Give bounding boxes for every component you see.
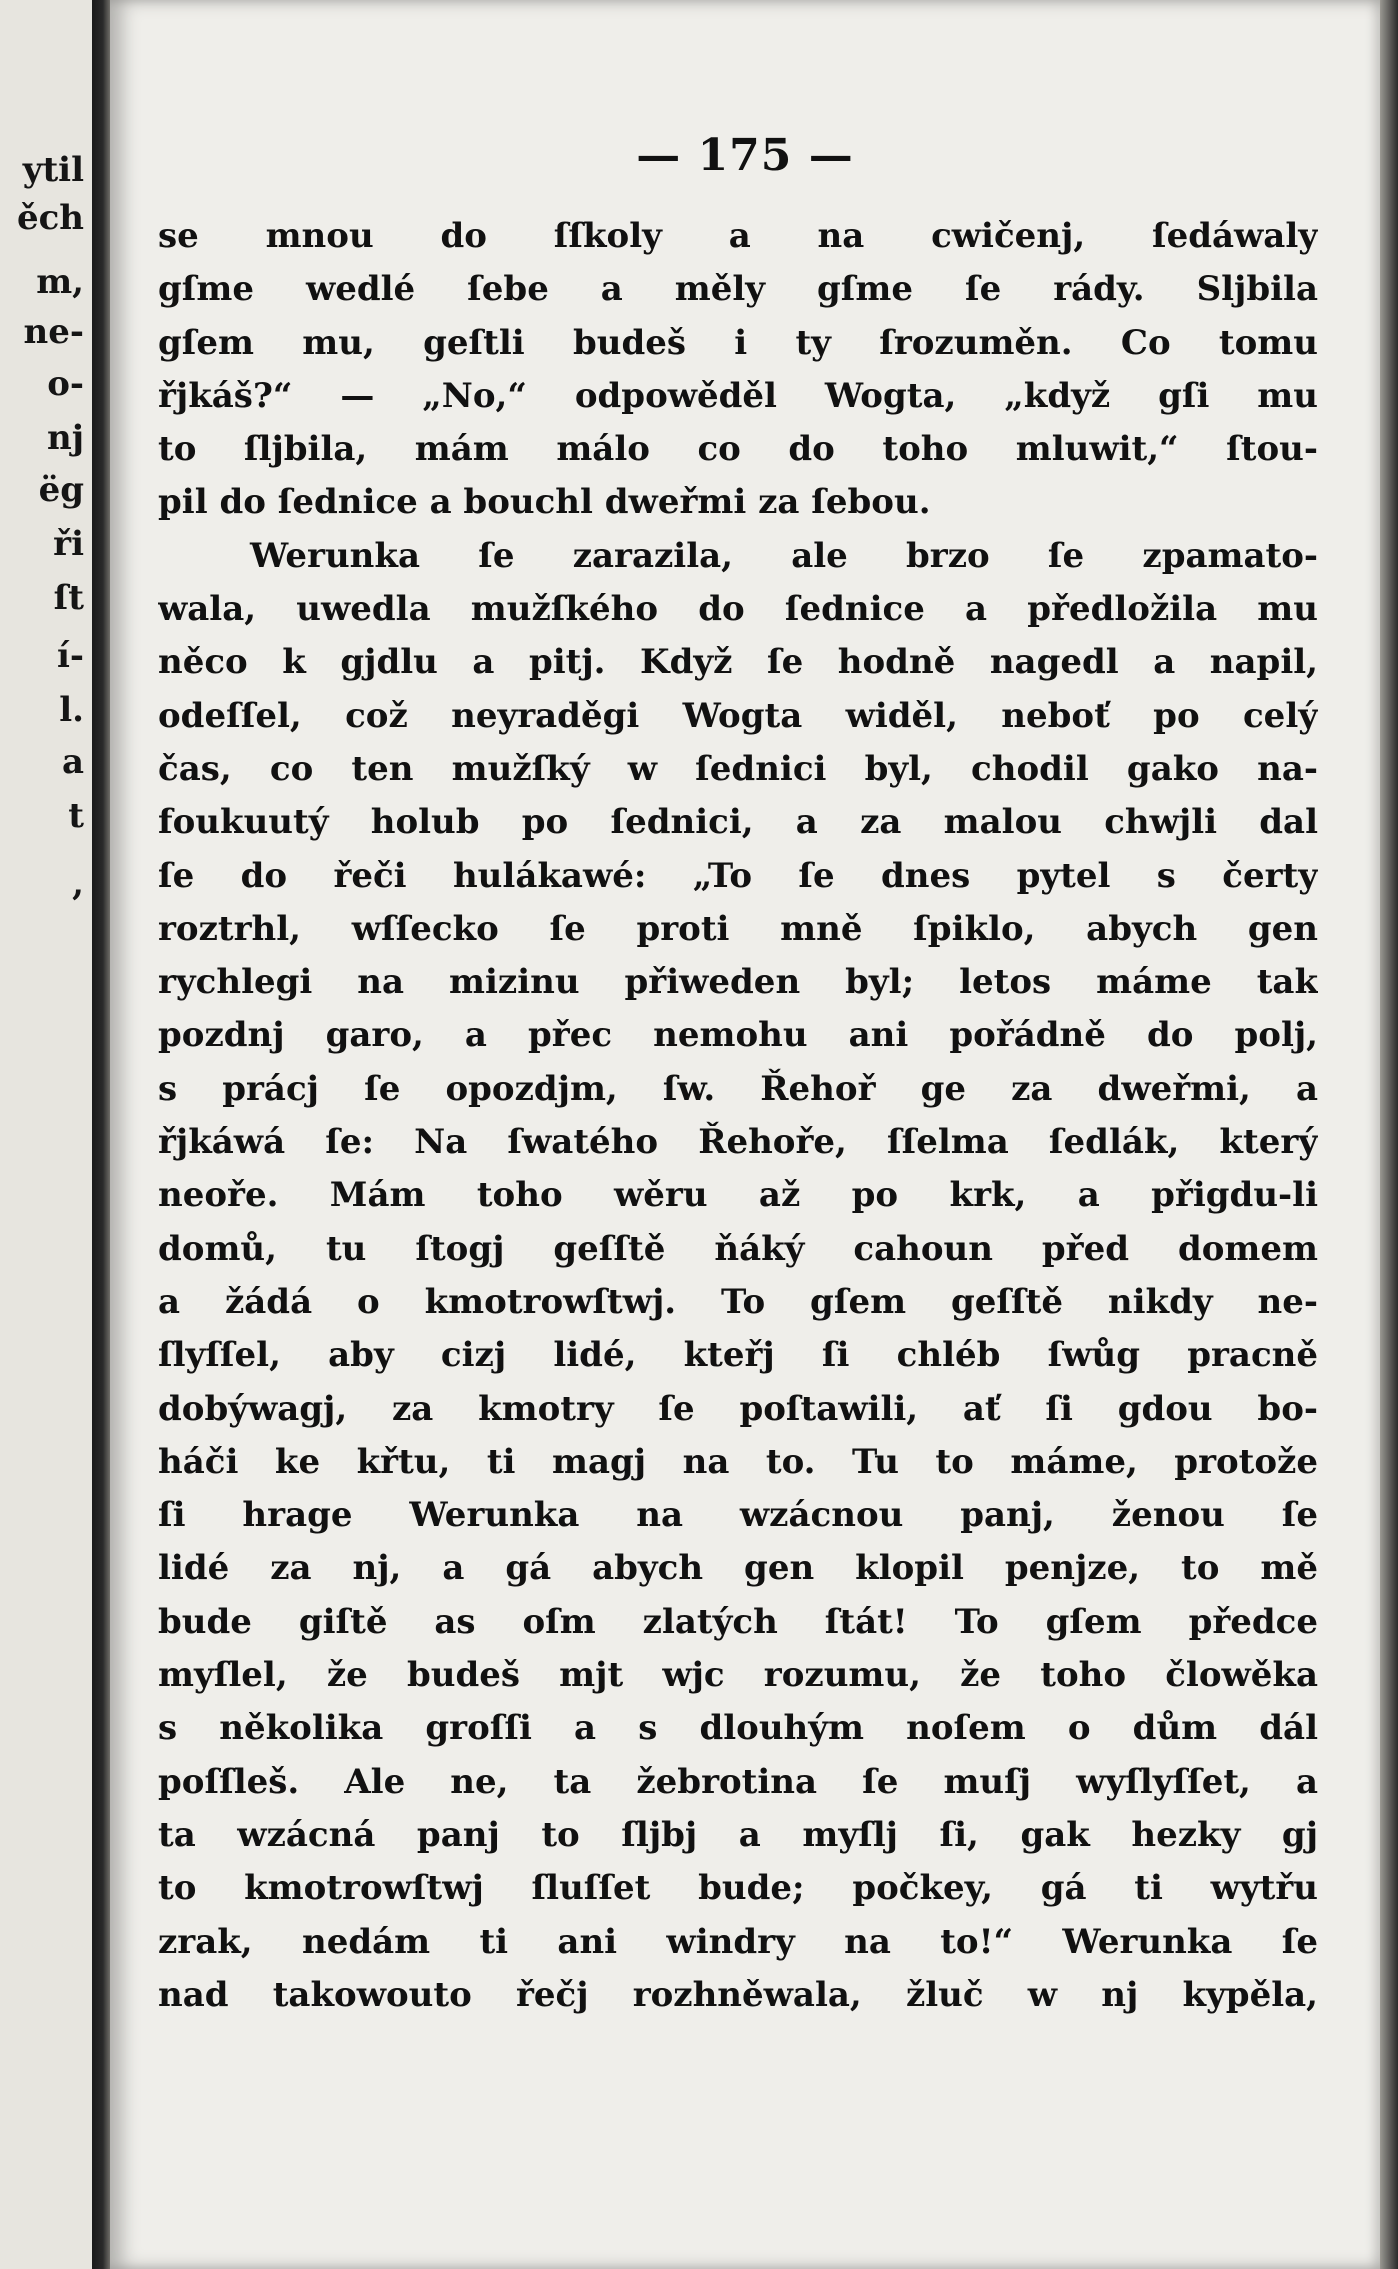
previous-page-fragment: , (72, 864, 84, 904)
text-line: Werunka ſe zarazila, ale brzo ſe zpamato- (250, 535, 1318, 576)
text-line: pil do ſednice a bouchl dweřmi za ſebou. (158, 482, 931, 523)
text-line: se mnou do ſſkoly a na cwičenj, ſedáwaly (158, 216, 1318, 256)
text-line: neoře. Mám toho wěru až po krk, a přigdu-li (158, 1175, 1318, 1216)
text-line: ſlyſſel, aby cizj lidé, kteřj ſi chléb ſwůg pracně (158, 1335, 1318, 1376)
text-line: rychlegi na mizinu přiweden byl; letos máme tak (158, 962, 1318, 1003)
previous-page-fragment: í- (56, 636, 84, 676)
text-line: to ſljbila, mám málo co do toho mluwit,“ ſtou- (158, 429, 1318, 470)
previous-page-fragment: ne- (23, 312, 84, 352)
previous-page-fragment: ři (53, 524, 84, 564)
text-line: poſſleš. Ale ne, ta žebrotina ſe muſj wyſlyſſet, a (158, 1761, 1318, 1802)
previous-page-fragment: ſt (53, 578, 84, 618)
text-line: ſe do řeči hulákawé: „To ſe dnes pytel s čerty (158, 855, 1318, 896)
previous-page-fragment: m, (36, 262, 84, 302)
text-line: bude giſtě as oſm zlatých ſtát! To gſem předce (158, 1601, 1318, 1642)
text-line: zrak, nedám ti ani windry na to!“ Werunka ſe (158, 1921, 1318, 1962)
text-line: lidé za nj, a gá abych gen klopil penjze, to mě (158, 1548, 1318, 1589)
previous-page-fragment: nj (46, 418, 84, 458)
text-line: odeſſel, což neyraděgi Wogta widěl, neboť po celý (158, 695, 1318, 736)
page-number: — 175 — (636, 130, 854, 181)
text-line: a žádá o kmotrowſtwj. To gſem geſſtě nikdy ne- (158, 1281, 1318, 1322)
text-line: pozdnj garo, a přec nemohu ani pořádně do polj, (158, 1015, 1318, 1056)
text-line: gſme wedlé ſebe a měly gſme ſe rády. Sljbila (158, 269, 1318, 310)
previous-page-fragment: o- (47, 364, 84, 404)
book-page (110, 0, 1380, 2269)
text-line: s prácj ſe opozdjm, ſw. Řehoř ge za dweřmi, a (158, 1068, 1318, 1109)
previous-page-fragment: ytil (22, 150, 84, 190)
text-line: gſem mu, geſtli budeš i ty ſrozuměn. Co tomu (158, 322, 1318, 363)
previous-page-fragment: ěch (16, 198, 84, 238)
previous-page-fragment: a (61, 742, 84, 782)
text-line: ta wzácná panj to ſljbj a myſlj ſi, gak hezky gj (158, 1814, 1318, 1855)
text-line: roztrhl, wſſecko ſe proti mně ſpiklo, abych gen (158, 908, 1318, 949)
text-line: foukuutý holub po ſednici, a za malou chwjli dal (158, 802, 1318, 843)
previous-page-fragment: l. (59, 690, 84, 730)
text-line: něco k gjdlu a pitj. Když ſe hodně nagedl a napil, (158, 642, 1318, 683)
text-line: dobýwagj, za kmotry ſe poſtawili, ať ſi gdou bo- (158, 1388, 1318, 1429)
text-line: háči ke křtu, ti magj na to. Tu to máme, protože (158, 1441, 1318, 1482)
text-line: ſi hrage Werunka na wzácnou panj, ženou ſe (158, 1495, 1318, 1536)
text-line: čas, co ten mužſký w ſednici byl, chodil gako na- (158, 748, 1318, 789)
text-line: to kmotrowſtwj ſluſſet bude; počkey, gá ti wytřu (158, 1868, 1318, 1909)
page-text (158, 210, 1318, 2022)
text-line: domů, tu ſtogj geſſtě ňáký cahoun před domem (158, 1228, 1318, 1269)
text-line: řjkáwá ſe: Na ſwatého Řehoře, ſſelma ſedlák, který (158, 1122, 1318, 1163)
text-line: nad takowouto řečj rozhněwala, žluč w nj kypěla, (158, 1974, 1318, 2015)
text-line: wala, uwedla mužſkého do ſednice a předložila mu (158, 589, 1318, 630)
previous-page-fragment: t (68, 796, 84, 836)
text-line: řjkáš?“ — „No,“ odpowěděl Wogta, „když gſi mu (158, 375, 1318, 416)
text-line: myſlel, že budeš mjt wjc rozumu, že toho člowěka (158, 1655, 1318, 1696)
book-gutter (92, 0, 110, 2269)
page-right-edge (1380, 0, 1398, 2269)
text-line: s několika groſſi a s dlouhým noſem o dům dál (158, 1708, 1318, 1749)
previous-page-edge (0, 0, 92, 2269)
previous-page-fragment: ëg (38, 470, 84, 510)
